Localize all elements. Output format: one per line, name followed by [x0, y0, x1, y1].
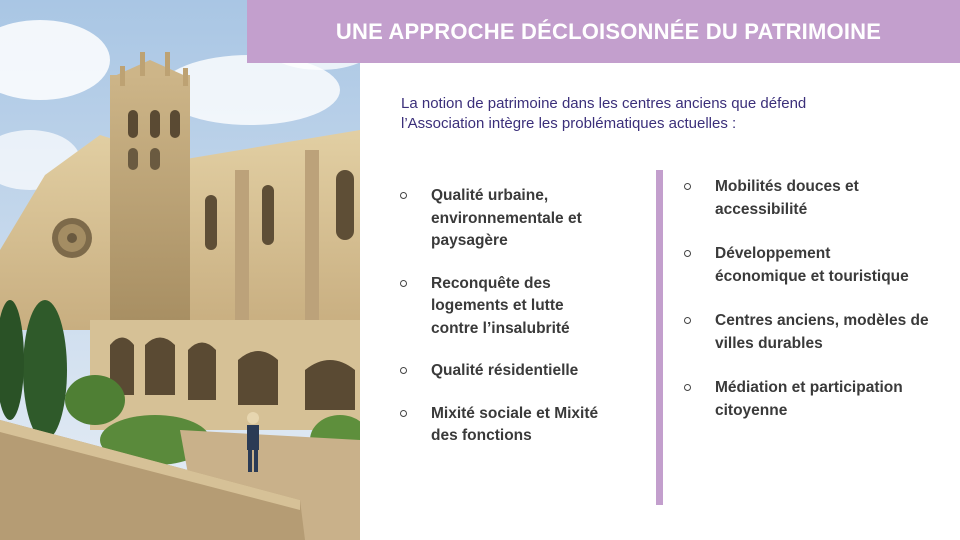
list-item-line: Qualité résidentielle	[431, 362, 579, 379]
list-item-line: économique et touristique	[715, 267, 909, 285]
hollow-circle-bullet-icon	[400, 192, 407, 199]
list-item	[398, 360, 638, 383]
list-item	[398, 273, 638, 341]
intro-paragraph	[401, 94, 921, 134]
column-divider	[656, 170, 663, 505]
list-item-line: Développement	[715, 245, 831, 262]
list-item	[682, 176, 952, 221]
title-banner	[247, 0, 960, 63]
list-item-line: Médiation et participation	[715, 379, 903, 396]
list-item-line: Reconquête des	[431, 274, 551, 292]
list-item	[682, 377, 952, 422]
list-item-line: paysagère	[431, 232, 508, 249]
list-item	[682, 243, 952, 288]
list-item-line: villes durables	[715, 334, 823, 352]
list-item-line: des fonctions	[431, 427, 532, 444]
list-item	[682, 310, 952, 355]
list-item-line: environnementale et	[431, 209, 582, 227]
list-item	[398, 185, 638, 253]
list-item-line: Mobilités douces et	[715, 178, 859, 195]
hollow-circle-bullet-icon	[684, 183, 691, 190]
intro-line-2: l’Association intègre les problématiques actuelles :	[401, 115, 737, 132]
list-item	[398, 403, 638, 448]
list-item-line: Qualité urbaine,	[431, 187, 549, 204]
hollow-circle-bullet-icon	[684, 250, 691, 257]
hollow-circle-bullet-icon	[684, 384, 691, 391]
hollow-circle-bullet-icon	[400, 367, 407, 374]
list-item-line: citoyenne	[715, 401, 788, 419]
right-bullet-list	[682, 176, 952, 422]
left-bullet-list	[398, 185, 638, 448]
cathedral-photo	[0, 0, 360, 540]
list-item-line: accessibilité	[715, 200, 808, 218]
slide-title: UNE APPROCHE DÉCLOISONNÉE DU PATRIMOINE	[335, 18, 882, 44]
list-item-line: logements et lutte	[431, 297, 564, 314]
list-item-line: contre l’insalubrité	[431, 319, 570, 337]
hollow-circle-bullet-icon	[400, 280, 407, 287]
hollow-circle-bullet-icon	[400, 410, 407, 417]
intro-line-1: La notion de patrimoine dans les centres anciens que défend	[401, 95, 807, 112]
hollow-circle-bullet-icon	[684, 317, 691, 324]
list-item-line: Centres anciens, modèles de	[715, 312, 929, 329]
list-item-line: Mixité sociale et Mixité	[431, 404, 599, 422]
